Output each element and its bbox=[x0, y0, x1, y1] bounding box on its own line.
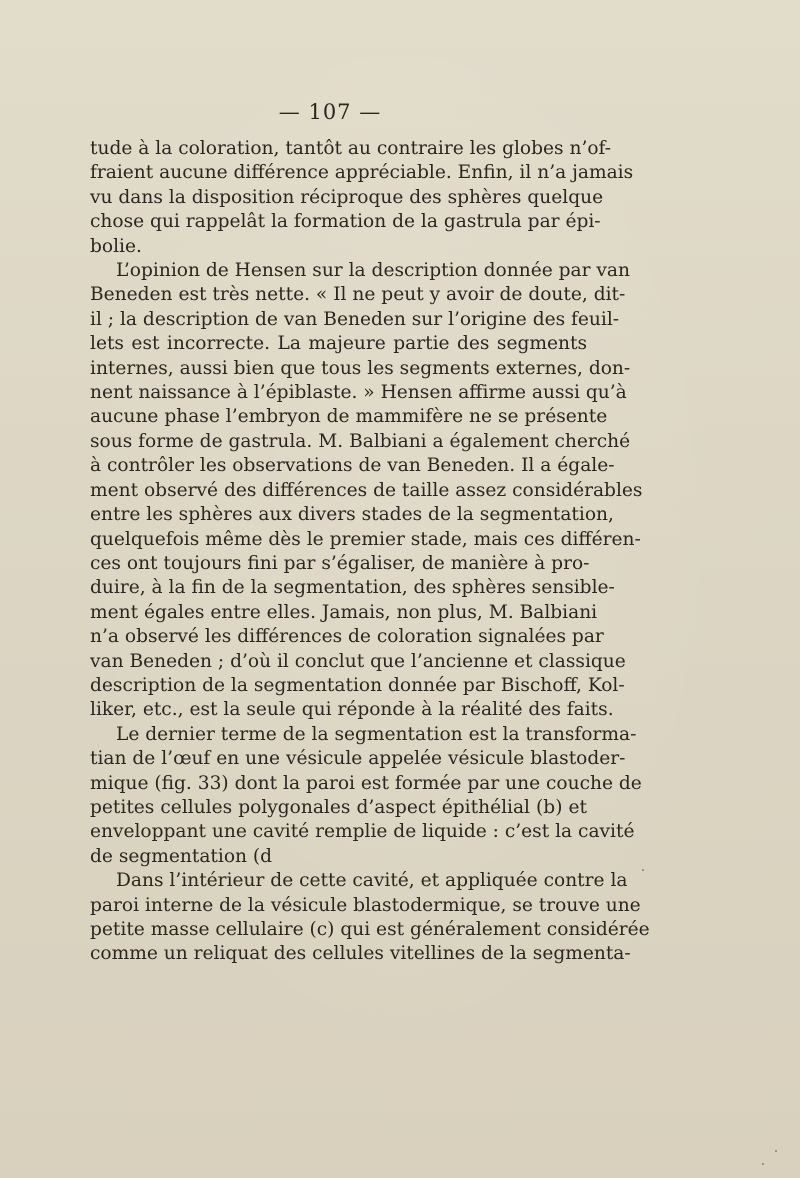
paragraph-2 bbox=[90, 259, 643, 723]
text-line: entre les sphères aux divers stades de la segmentation, bbox=[90, 504, 614, 526]
text-line: L’opinion de Hensen sur la description donnée par van bbox=[116, 260, 630, 282]
text-line: van Beneden ; d’où il conclut que l’ancienne et classique bbox=[90, 650, 626, 672]
text-line: aucune phase l’embryon de mammifère ne se présente bbox=[90, 406, 608, 428]
text-line: fraient aucune différence appréciable. Enfin, il n’a jamais bbox=[90, 162, 634, 184]
text-line: Le dernier terme de la segmentation est la transforma- bbox=[116, 723, 637, 745]
text-line: Beneden est très nette. « Il ne peut y avoir de doute, dit- bbox=[90, 284, 626, 306]
text-line: quelquefois même dès le premier stade, mais ces différen- bbox=[90, 528, 641, 550]
text-line: bolie. bbox=[90, 235, 142, 257]
text-line: lets est incorrecte. La majeure partie des segments bbox=[90, 333, 587, 355]
text-line: duire, à la fin de la segmentation, des sphères sensible- bbox=[90, 577, 615, 599]
text-line: nent naissance à l’épiblaste. » Hensen affirme aussi qu’à bbox=[90, 382, 627, 404]
paper-speck bbox=[775, 1150, 777, 1152]
text-line: ment observé des différences de taille assez considérables bbox=[90, 479, 643, 501]
paper-speck bbox=[642, 869, 644, 871]
text-line: petites cellules polygonales d’aspect épithélial (b) et bbox=[90, 796, 587, 818]
text-line: vu dans la disposition réciproque des sphères quelque bbox=[90, 186, 604, 208]
text-line: description de la segmentation donnée par Bischoff, Kol- bbox=[90, 674, 625, 696]
paragraph-1 bbox=[90, 137, 634, 259]
text-line: sous forme de gastrula. M. Balbiani a également cherché bbox=[90, 430, 631, 452]
paragraph-3 bbox=[90, 723, 642, 869]
text-line: n’a observé les différences de coloration signalées par bbox=[90, 626, 604, 648]
text-line: ces ont toujours fini par s’égaliser, de manière à pro- bbox=[90, 552, 590, 574]
paragraph-4 bbox=[90, 869, 650, 967]
text-line: chose qui rappelât la formation de la gastrula par épi- bbox=[90, 211, 601, 233]
body-text bbox=[90, 137, 650, 967]
text-line: enveloppant une cavité remplie de liquide : c’est la cavité bbox=[90, 821, 635, 843]
text-line: paroi interne de la vésicule blastodermique, se trouve une bbox=[90, 894, 641, 916]
text-line: comme un reliquat des cellules vitellines de la segmenta- bbox=[90, 943, 631, 965]
text-line: tian de l’œuf en une vésicule appelée vésicule blastoder- bbox=[90, 748, 626, 770]
text-line: mique (fig. 33) dont la paroi est formée par une couche de bbox=[90, 772, 642, 794]
text-line: ment égales entre elles. Jamais, non plus, M. Balbiani bbox=[90, 601, 598, 623]
page-number: — 107 — bbox=[278, 100, 382, 124]
text-line: Dans l’intérieur de cette cavité, et appliquée contre la bbox=[116, 870, 628, 892]
text-line: internes, aussi bien que tous les segments externes, don- bbox=[90, 357, 631, 379]
text-line: petite masse cellulaire (c) qui est généralement considérée bbox=[90, 919, 650, 940]
text-line: liker, etc., est la seule qui réponde à la réalité des faits. bbox=[90, 699, 614, 721]
text-line: tude à la coloration, tantôt au contraire les globes n’of- bbox=[90, 138, 612, 159]
text-line: à contrôler les observations de van Beneden. Il a égale- bbox=[90, 455, 615, 477]
text-line: il ; la description de van Beneden sur l’origine des feuil- bbox=[90, 308, 620, 330]
text-line: de segmentation (d bbox=[90, 845, 273, 867]
paper-speck bbox=[762, 1163, 764, 1165]
